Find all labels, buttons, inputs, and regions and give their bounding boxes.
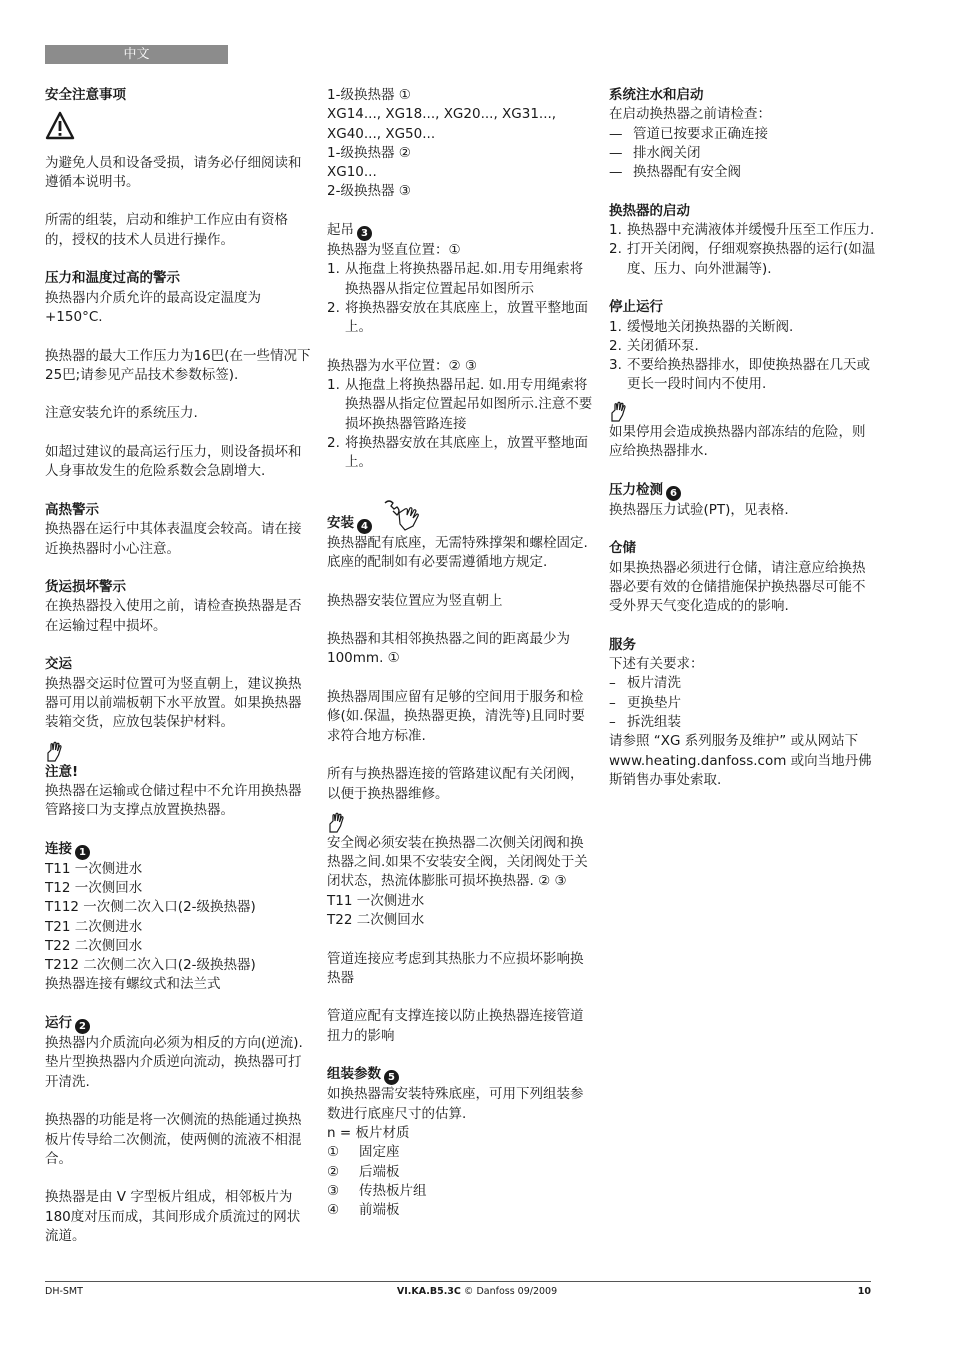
install-paragraph-3: 换热器和其相邻换热器之间的距离最少为100mm. ① [327,631,570,667]
horizontal-step [327,376,595,434]
exchanger-type-line: 1-级换热器 ② [327,144,411,161]
connection-line: T22 二次侧回水 [45,937,143,954]
list-text: 更换垫片 [627,694,681,711]
damage-title: 货运损坏警示 [45,579,126,596]
column-1 [45,86,313,1266]
footer-rule [45,1281,871,1282]
horizontal-step [327,434,595,473]
exchanger-type-line: XG14..., XG18..., XG20..., XG31..., XG40..., XG50... [327,106,557,142]
heat-paragraph: 换热器在运行中其体表温度会较高。请在接近换热器时小心注意。 [45,521,302,557]
connection-badge: 1 [75,845,90,860]
delivery-paragraph: 换热器交运时位置可为竖直朝上，建议换热器可用以前端板朝下水平放置。如果换热器装箱交货，应放包装保护材料。 [45,675,302,731]
legend-item [327,1201,595,1220]
list-number: 1. [609,222,622,239]
fill-checklist [609,125,877,183]
column-3 [609,86,877,809]
exchanger-type-line: XG10... [327,164,377,181]
list-text: 将换热器安放在其底座上，放置平整地面上。 [345,435,588,471]
valve-paragraph: 安全阀必须安装在换热器二次侧关闭阀和换热器之间.如果不安装安全阀，关闭阀处于关闭状态，热流体膨胀可损坏换热器. ② ③ [327,834,588,890]
legend-item [327,1143,595,1162]
install-title: 安装 4 [327,499,595,534]
column-2 [327,86,595,1240]
dash-mark: – [609,694,616,711]
storage-paragraph: 如果换热器必须进行仓储，请注意应给换热器必要有效的仓储措施保护换热器尽可能不受外界天气变化造成的的影响. [609,559,866,615]
connection-line: 换热器连接有螺纹式和法兰式 [45,976,221,993]
safety-title: 安全注意事项 [45,87,126,103]
list-number: 2. [327,299,340,316]
list-text: 关闭循环泵. [627,337,699,354]
pressure-paragraph-3: 注意安装允许的系统压力. [45,405,198,422]
list-text: 换热器配有安全阀 [633,164,741,181]
list-number: ④ [327,1202,340,1219]
exchanger-type-line: 1-级换热器 ① [327,87,411,103]
assembly-badge: 5 [384,1070,399,1085]
valve-line: T11 一次侧进水 [327,892,425,909]
install-badge: 4 [357,519,372,534]
stop-steps [609,318,877,395]
list-text: 拆洗组装 [627,713,681,730]
connection-title: 连接 1 [45,840,313,860]
lifting-badge: 3 [357,226,372,241]
service-item [609,674,877,693]
legend-item [327,1163,595,1182]
warning-triangle-icon [45,111,75,141]
stop-title: 停止运行 [609,299,663,316]
list-number: 2. [609,337,622,354]
damage-paragraph: 在换热器投入使用之前，请检查换热器是否在运输过程中损坏。 [45,598,302,634]
list-text: 将换热器安放在其底座上，放置平整地面上。 [345,299,588,336]
start-step [609,221,877,240]
note-title: 注意! [45,763,79,780]
operation-badge: 2 [75,1019,90,1034]
delivery-title: 交运 [45,656,72,673]
service-item [609,713,877,732]
list-text: 打开关闭阀，仔细观察换热器的运行(如温度、压力、向外泄漏等). [627,241,876,277]
connection-line: T21 二次侧进水 [45,918,143,935]
footer-left: DH-SMT [45,1286,83,1297]
pt-badge: 6 [666,486,681,501]
list-number: ③ [327,1182,340,1199]
pressure-title: 压力和温度过高的警示 [45,270,180,287]
list-text: 前端板 [359,1202,400,1219]
service-paragraph: 请参照 “XG 系列服务及维护” 或从网站下 www.heating.danfoss.com 或向当地丹佛斯销售办事处索取. [609,733,872,788]
assembly-title: 组装参数 5 [327,1065,595,1085]
operation-paragraph-3: 换热器是由 V 字型板片组成，相邻板片为180度对压而成，其间形成介质流过的网状流道。 [45,1189,301,1245]
heat-title: 高热警示 [45,501,99,518]
dash-mark: — [609,125,623,142]
fill-check-item [609,144,877,163]
fill-check-item [609,125,877,144]
pointing-hand-icon-3 [609,401,627,423]
connection-line: T12 一次侧回水 [45,879,143,896]
exchanger-types [327,86,595,202]
install-paragraph-5: 所有与换热器连接的管路建议配有关闭阀，以便于换热器维修。 [327,766,584,802]
dash-mark: — [609,164,623,181]
service-intro: 下述有关要求： [609,656,704,673]
fill-intro: 在启动换热器之前请检查： [609,106,771,123]
pointing-hand-icon-2 [327,812,345,834]
pt-paragraph: 换热器压力试验(PT)，见表格. [609,501,789,518]
stop-step [609,337,877,356]
list-number: ① [327,1144,340,1161]
install-paragraph-2: 换热器安装位置应为竖直朝上 [327,592,503,609]
pipe-paragraph-2: 管道应配有支撑连接以防止换热器连接管道扭力的影响 [327,1008,584,1044]
list-number: 2. [327,435,340,452]
valve-lines [327,892,595,931]
connection-line: T112 一次侧二次入口(2-级换热器) [45,899,256,916]
list-number: 1. [609,318,622,335]
list-text: 缓慢地关闭换热器的关断阀. [627,318,794,335]
wrench-hand-icon [383,499,425,533]
service-list [609,674,877,732]
list-text: 管道已按要求正确连接 [633,125,768,142]
freeze-paragraph: 如果停用会造成换热器内部冻结的危险，则应给换热器排水. [609,423,866,460]
storage-title: 仓储 [609,540,636,557]
connection-lines [45,860,313,995]
list-number: 1. [327,261,340,278]
service-item [609,694,877,713]
page-number: 10 [857,1286,871,1297]
pipe-paragraph-1: 管道连接应考虑到其热胀力不应损坏影响换热器 [327,950,584,986]
list-text: 不要给换热器排水，即使换热器在几天或更长一段时间内不使用. [627,357,870,393]
vertical-step [327,260,595,299]
connection-line: T11 一次侧进水 [45,860,143,877]
valve-line: T22 二次侧回水 [327,911,425,928]
list-text: 换热器中充满液体并缓慢升压至工作压力. [627,222,875,239]
assembly-paragraph: 如换热器需安装特殊底座，可用下列组装参数进行底座尺寸的估算. [327,1086,584,1122]
list-text: 从拖盘上将换热器吊起.如.用专用绳索将换热器从指定位置起吊如图所示 [345,261,584,297]
horizontal-intro: 换热器为水平位置：② ③ [327,357,477,374]
language-tab: 中文 [45,45,228,64]
vertical-steps [327,260,595,337]
operation-paragraph-2: 换热器的功能是将一次侧流的热能通过换热板片传导给二次侧流，使两侧的流液不相混合。 [45,1112,302,1167]
list-text: 后端板 [359,1163,400,1180]
assembly-n: n = 板片材质 [327,1124,410,1141]
start-title: 换热器的启动 [609,202,690,219]
list-number: 3. [609,357,622,374]
connection-line: T212 二次侧二次入口(2-级换热器) [45,957,256,974]
fill-check-item [609,163,877,182]
dash-mark: – [609,675,616,692]
list-number: 1. [327,377,340,394]
vertical-intro: 换热器为竖直位置：① [327,242,461,259]
service-title: 服务 [609,636,636,653]
list-number: 2. [609,241,622,258]
operation-paragraph-1: 换热器内介质流向必须为相反的方向(逆流).垫片型换热器内介质逆向流动，换热器可打开清洗. [45,1035,303,1090]
stop-step [609,356,877,395]
note-paragraph: 换热器在运输或仓储过程中不允许用换热器管路接口为支撑点放置换热器。 [45,782,302,819]
footer-copyright: © Danfoss 09/2009 [463,1286,558,1297]
pressure-paragraph-4: 如超过建议的最高运行压力，则设备损坏和人身事故发生的危险系数会急剧增大. [45,444,302,480]
pressure-paragraph-1: 换热器内介质允许的最高设定温度为+150°C. [45,289,261,325]
pressure-paragraph-2: 换热器的最大工作压力为16巴(在一些情况下25巴;请参见产品技术参数标签). [45,347,311,383]
safety-paragraph-1: 为避免人员和设备受损，请务必仔细阅读和遵循本说明书。 [45,154,302,190]
exchanger-type-line: 2-级换热器 ③ [327,183,411,200]
vertical-step [327,299,595,338]
footer-center [0,1286,954,1297]
start-steps [609,221,877,279]
list-number: ② [327,1163,340,1180]
operation-title: 运行 2 [45,1014,313,1034]
assembly-legend [327,1143,595,1220]
install-paragraph-4: 换热器周围应留有足够的空间用于服务和检修(如.保温，换热器更换，清洗等)且同时要求符合地方标准. [327,689,585,744]
list-text: 从拖盘上将换热器吊起. 如.用专用绳索将换热器从指定位置起吊如图所示.注意不要损坏换热器管路连接 [345,377,593,432]
start-step [609,240,877,279]
list-text: 板片清洗 [627,675,681,692]
footer-code: VI.KA.B5.3C [396,1286,461,1297]
safety-paragraph-2: 所需的组装，启动和维护工作应由有资格的，授权的技术人员进行操作。 [45,212,288,248]
install-paragraph-1: 换热器配有底座，无需特殊撑架和螺栓固定.底座的配制如有必要需遵循地方规定. [327,534,588,570]
dash-mark: — [609,144,623,161]
lifting-title: 起吊 3 [327,221,595,241]
fill-title: 系统注水和启动 [609,87,704,103]
list-text: 排水阀关闭 [633,144,701,161]
horizontal-steps [327,376,595,472]
legend-item [327,1182,595,1201]
pt-title: 压力检测 6 [609,481,877,501]
stop-step [609,318,877,337]
dash-mark: – [609,713,616,730]
list-text: 固定座 [359,1144,400,1161]
pointing-hand-icon [45,741,63,763]
list-text: 传热板片组 [359,1182,427,1199]
